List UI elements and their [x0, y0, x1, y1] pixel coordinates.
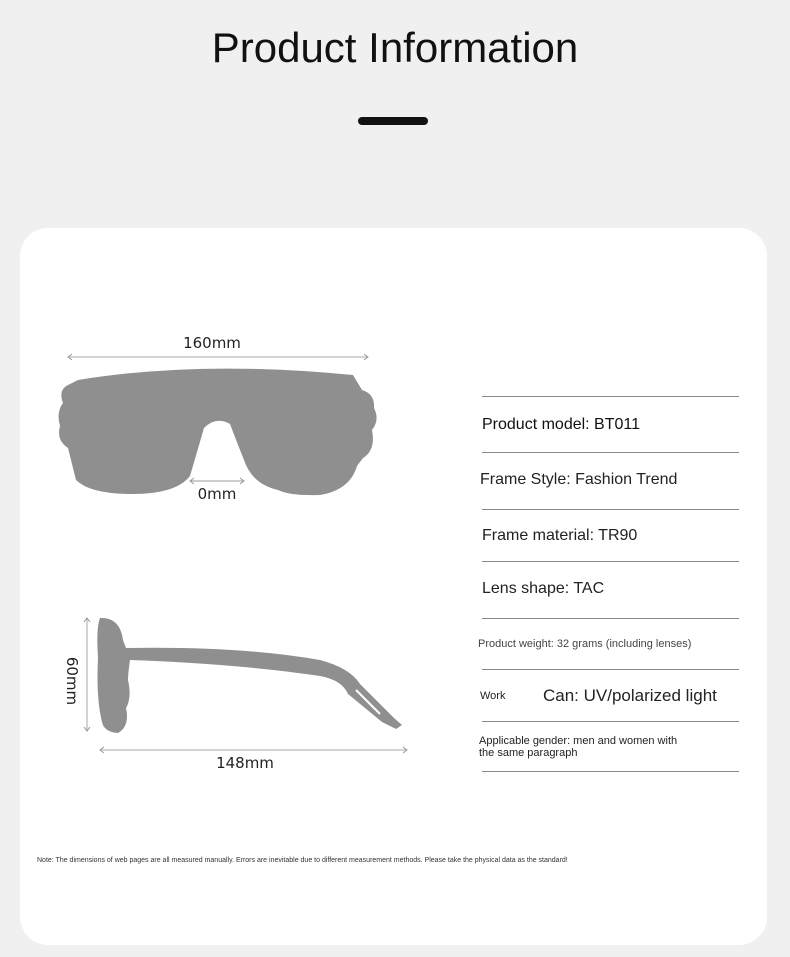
- glasses-side-view: [97, 618, 402, 733]
- spec-list: [478, 396, 739, 772]
- spec-row-gender: [479, 722, 739, 771]
- spec-frame-material: Frame material: TR90: [482, 526, 638, 544]
- bridge-width-label: 0mm: [197, 485, 237, 503]
- spec-lens-shape: Lens shape: TAC: [482, 580, 605, 597]
- spec-model: Product model: BT011: [482, 415, 641, 433]
- divider: [482, 771, 739, 772]
- spec-weight: Product weight: 32 grams (including lenses): [478, 638, 692, 650]
- spec-row-lens-shape: [482, 562, 739, 618]
- title-underline: [358, 117, 428, 125]
- spec-row-frame-style: [480, 453, 739, 509]
- height-label: 60mm: [63, 656, 81, 706]
- spec-row-model: [482, 397, 739, 452]
- spec-row-frame-material: [482, 510, 739, 561]
- spec-work-value: Can: UV/polarized light: [543, 685, 717, 705]
- spec-gender-line1: Applicable gender: men and women with: [479, 734, 678, 747]
- spec-row-work: [480, 670, 739, 721]
- product-info-card: [20, 228, 767, 945]
- spec-frame-style: Frame Style: Fashion Trend: [480, 471, 678, 488]
- measurement-note: Note: The dimensions of web pages are all measured manually. Errors are inevitable due to different measurement methods. Please take the physical data as the standard!: [37, 857, 568, 864]
- temple-length-label: 148mm: [216, 754, 274, 772]
- front-width-label: 160mm: [183, 334, 241, 352]
- spec-gender-line2: the same paragraph: [479, 746, 578, 759]
- sunglasses-dimension-diagram: [20, 228, 460, 808]
- spec-row-weight: [478, 619, 739, 669]
- spec-work-label: Work: [480, 689, 506, 702]
- glasses-front-view: [59, 369, 377, 496]
- page-title: Product Information: [211, 24, 579, 71]
